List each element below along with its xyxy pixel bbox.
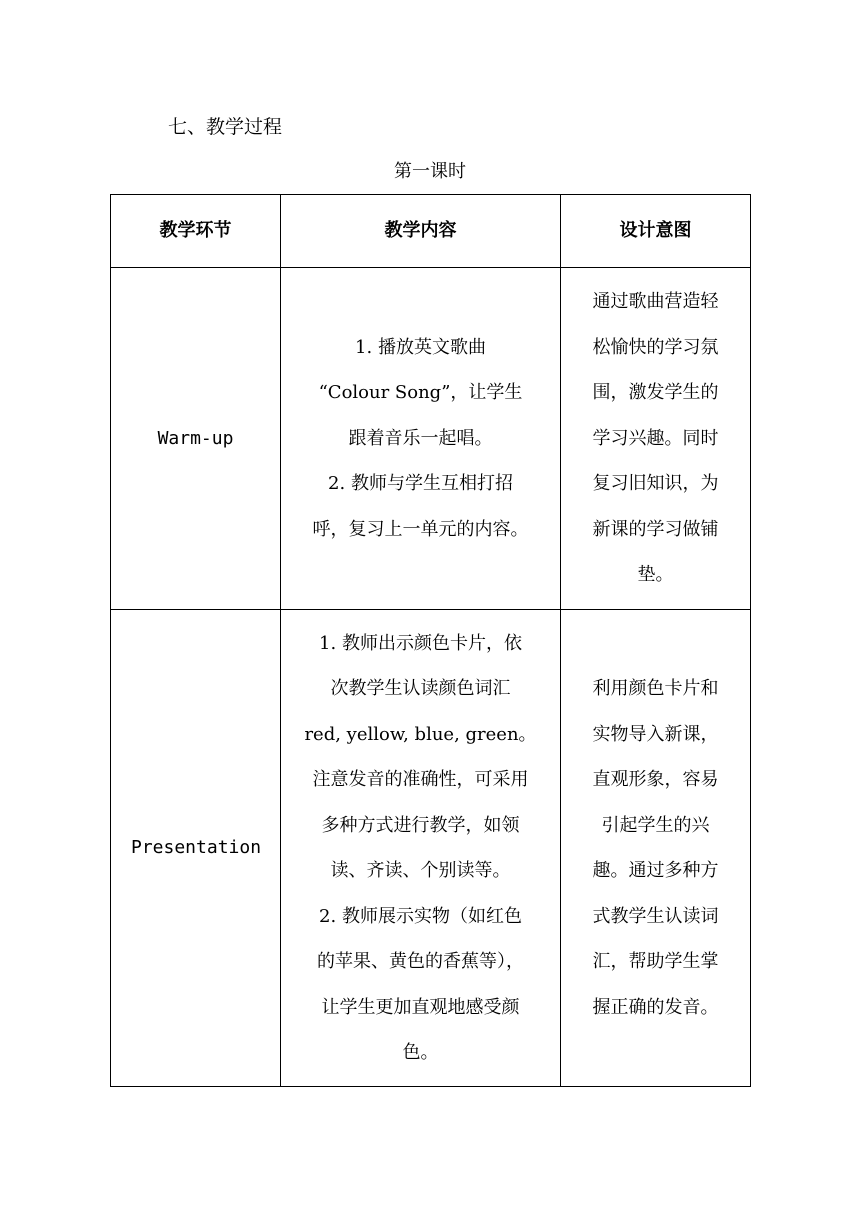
- content-line: “Colour Song”，让学生: [318, 382, 523, 404]
- content-line: 注意发音的准确性，可采用: [312, 769, 529, 790]
- content-line: 多种方式进行教学，如领: [321, 814, 520, 836]
- content-line: 呼，复习上一单元的内容。: [312, 518, 529, 540]
- content-line: 2. 教师展示实物（如红色: [319, 905, 522, 927]
- content-cell: [281, 268, 561, 610]
- intent-line: 利用颜色卡片和: [592, 678, 719, 699]
- content-cell: [281, 610, 561, 1087]
- teaching-process-table: [110, 194, 751, 1087]
- table-row: [111, 610, 751, 1087]
- header-stage: 教学环节: [111, 195, 281, 268]
- intent-line: 直观形象，容易: [592, 769, 719, 790]
- intent-line: 式教学生认读词: [592, 905, 719, 927]
- header-content: 教学内容: [281, 195, 561, 268]
- content-line: 色。: [402, 1042, 439, 1063]
- intent-line: 松愉快的学习氛: [592, 336, 719, 358]
- intent-line: 握正确的发音。: [592, 996, 719, 1018]
- table-header-row: [111, 195, 751, 268]
- content-line: 次教学生认读颜色词汇: [330, 678, 511, 699]
- stage-cell: Presentation: [111, 610, 281, 1087]
- intent-line: 学习兴趣。同时: [592, 427, 719, 449]
- intent-line: 新课的学习做铺: [592, 518, 719, 540]
- content-line: 的苹果、黄色的香蕉等），: [317, 951, 524, 972]
- intent-cell: [561, 268, 751, 610]
- intent-line: 汇，帮助学生掌: [592, 951, 719, 972]
- intent-line: 通过歌曲营造轻: [592, 291, 719, 313]
- intent-line: 垫。: [637, 564, 674, 586]
- intent-line: 趣。通过多种方: [592, 860, 719, 881]
- content-line: 2. 教师与学生互相打招: [328, 473, 513, 495]
- content-line: red, yellow, blue, green。: [304, 723, 537, 745]
- intent-line: 围，激发学生的: [592, 382, 719, 404]
- content-line: 读、齐读、个别读等。: [330, 860, 511, 881]
- content-line: 让学生更加直观地感受颜: [321, 996, 520, 1018]
- intent-line: 实物导入新课，: [592, 723, 719, 745]
- content-line: 跟着音乐一起唱。: [348, 427, 493, 449]
- intent-line: 引起学生的兴: [601, 814, 710, 836]
- content-line: 1. 播放英文歌曲: [355, 336, 486, 358]
- lesson-title: 第一课时: [394, 161, 466, 182]
- table-row: [111, 268, 751, 610]
- intent-cell: [561, 610, 751, 1087]
- stage-cell: Warm-up: [111, 268, 281, 610]
- section-heading: 七、教学过程: [168, 116, 283, 138]
- header-intent: 设计意图: [561, 195, 751, 268]
- content-line: 1. 教师出示颜色卡片，依: [319, 632, 522, 654]
- intent-line: 复习旧知识，为: [592, 473, 719, 495]
